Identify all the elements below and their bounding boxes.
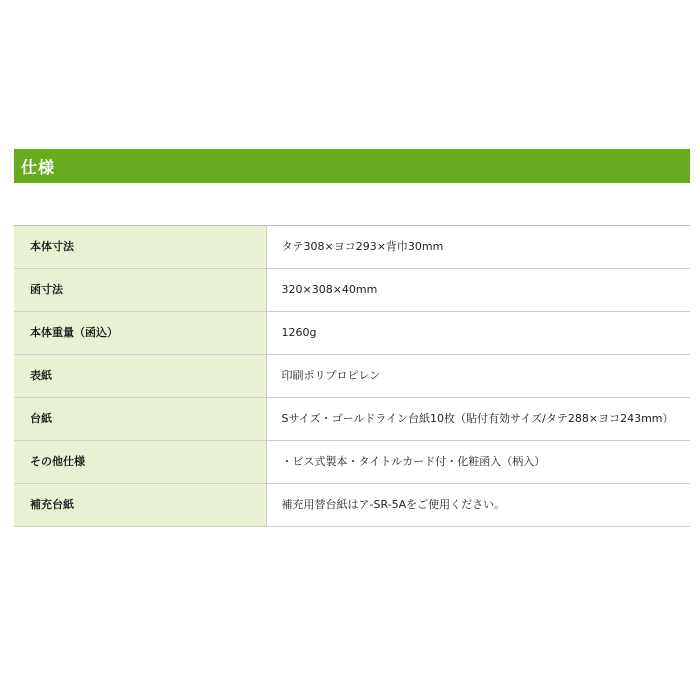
spec-value: 印刷ポリプロピレン [266,355,690,398]
spec-label: 台紙 [14,398,266,441]
table-row [14,269,690,312]
table-row [14,398,690,441]
spec-label: 補充台紙 [14,484,266,527]
spec-value: タテ308×ヨコ293×背巾30mm [266,226,690,269]
spec-value: 320×308×40mm [266,269,690,312]
table-row [14,484,690,527]
spec-label: 本体寸法 [14,226,266,269]
spec-label: 本体重量（函込） [14,312,266,355]
spec-label: その他仕様 [14,441,266,484]
table-row [14,355,690,398]
section-header [14,149,690,183]
spec-label: 表紙 [14,355,266,398]
spec-label: 函寸法 [14,269,266,312]
spec-table [14,225,690,527]
table-row [14,226,690,269]
spec-value: 1260g [266,312,690,355]
table-row [14,312,690,355]
spec-value: ・ビス式製本・タイトルカード付・化粧函入（柄入） [266,441,690,484]
spec-value: Sサイズ・ゴールドライン台紙10枚（貼付有効サイズ/タテ288×ヨコ243mm） [266,398,690,441]
table-row [14,441,690,484]
section-title: 仕様 [21,157,56,177]
spec-value: 補充用替台紙はア-SR-5Aをご使用ください。 [266,484,690,527]
